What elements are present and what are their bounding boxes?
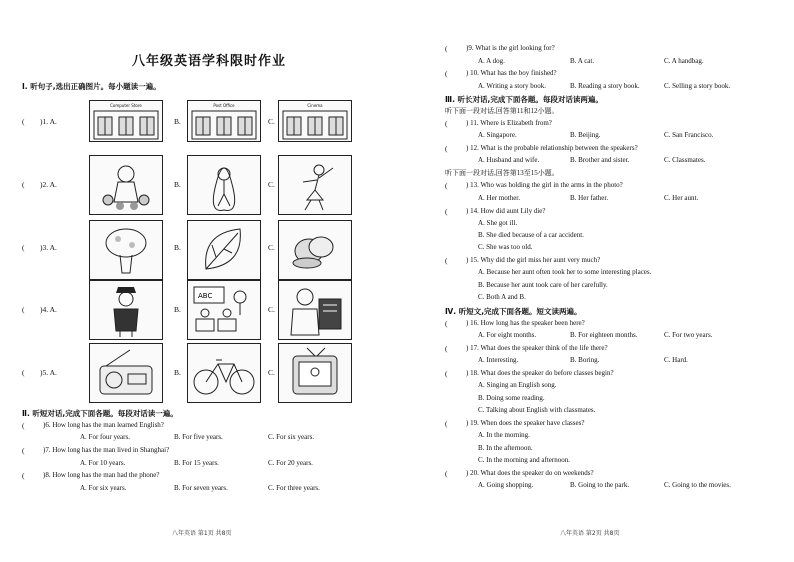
question-8: )8. How long has the man had the phone?	[43, 471, 160, 479]
q5-option-b-image[interactable]	[187, 343, 261, 403]
q7-option-c[interactable]: C. For 20 years.	[268, 459, 313, 467]
coins-icon	[279, 221, 351, 279]
section3-heading: Ⅲ. 听长对话,完成下面各题。每段对话读两遍。	[445, 95, 603, 104]
q16-option-a[interactable]: A. For eight months.	[478, 331, 537, 339]
answer-paren-11[interactable]: (	[445, 119, 448, 128]
tree-icon	[90, 221, 162, 279]
blackboard-abc-text: ABC	[198, 292, 213, 300]
cinema-sign: Cinema	[307, 103, 323, 108]
answer-paren-2[interactable]: (	[22, 180, 25, 189]
q9-option-b[interactable]: B. A cat.	[570, 57, 595, 65]
q13-option-c[interactable]: C. Her aunt.	[664, 194, 699, 202]
answer-paren-13[interactable]: (	[445, 181, 448, 190]
q4-option-c-image[interactable]	[278, 280, 352, 340]
answer-paren-4[interactable]: (	[22, 305, 25, 314]
q3-option-c-label: C.	[268, 243, 275, 252]
q1-option-a-label: )1. A.	[40, 117, 57, 126]
question-13: ) 13. Who was holding the girl in the arms in the photo?	[466, 181, 623, 189]
answer-paren-6[interactable]: (	[22, 421, 25, 430]
question-14: ) 14. How did aunt Lily die?	[466, 207, 546, 215]
q5-option-a-image[interactable]	[89, 343, 163, 403]
q20-option-c[interactable]: C. Going to the movies.	[664, 481, 731, 489]
answer-paren-17[interactable]: (	[445, 344, 448, 353]
q18-option-b[interactable]: B. Doing some reading.	[478, 394, 545, 402]
answer-paren-20[interactable]: (	[445, 469, 448, 478]
q20-option-a[interactable]: A. Going shopping.	[478, 481, 534, 489]
q4-option-b-label: B.	[174, 305, 181, 314]
q2-option-a-label: )2. A.	[40, 180, 57, 189]
q8-option-a[interactable]: A. For six years.	[80, 484, 127, 492]
q9-option-c[interactable]: C. A handbag.	[664, 57, 704, 65]
q3-option-c-image[interactable]	[278, 220, 352, 280]
q2-option-b-image[interactable]	[187, 155, 261, 215]
q18-option-c[interactable]: C. Talking about English with classmates.	[478, 406, 596, 414]
q1-option-a-image[interactable]	[89, 100, 163, 142]
question-11: ) 11. Where is Elizabeth from?	[466, 119, 552, 127]
question-12: ) 12. What is the probable relationship between the speakers?	[466, 144, 638, 152]
q4-option-b-image[interactable]	[187, 280, 261, 340]
question-7: )7. How long has the man lived in Shanghai?	[43, 446, 170, 454]
answer-paren-7[interactable]: (	[22, 446, 25, 455]
footer-left: 八年英语 第1页 共8页	[172, 530, 232, 537]
q5-option-c-image[interactable]	[278, 343, 352, 403]
question-15: ) 15. Why did the girl miss her aunt very much?	[466, 256, 601, 264]
classroom-icon	[188, 281, 260, 339]
q16-option-b[interactable]: B. For eighteen months.	[570, 331, 638, 339]
police-officer-icon	[90, 281, 162, 339]
q17-option-c[interactable]: C. Hard.	[664, 356, 688, 364]
section3-subheading-1: 听下面一段对话,回答第11和12小题。	[445, 107, 559, 115]
post-office-sign: Post Office	[213, 103, 235, 108]
question-16: ) 16. How long has the speaker been here?	[466, 319, 585, 327]
q13-option-a[interactable]: A. Her mother.	[478, 194, 520, 202]
section4-heading: Ⅳ. 听短文,完成下面各题。短文读两遍。	[445, 307, 582, 316]
leaf-icon	[188, 221, 260, 279]
computer-store-sign: Computer Store	[110, 103, 142, 108]
page-title: 八年级英语学科限时作业	[132, 54, 287, 69]
q10-option-b[interactable]: B. Reading a story book.	[570, 82, 640, 90]
answer-paren-9[interactable]: (	[445, 44, 448, 53]
q6-option-b[interactable]: B. For five years.	[174, 433, 223, 441]
bicycle-icon	[188, 344, 260, 402]
footer-right: 八年英语 第2页 共8页	[560, 530, 620, 537]
q4-option-a-label: )4. A.	[40, 305, 57, 314]
q5-option-c-label: C.	[268, 368, 275, 377]
q10-option-a[interactable]: A. Writing a story book.	[478, 82, 547, 90]
question-10: ) 10. What has the boy finished?	[466, 69, 557, 77]
q12-option-a[interactable]: A. Husband and wife.	[478, 156, 540, 164]
q19-option-b[interactable]: B. In the afternoon.	[478, 444, 533, 452]
answer-paren-3[interactable]: (	[22, 243, 25, 252]
answer-paren-10[interactable]: (	[445, 69, 448, 78]
q16-option-c[interactable]: C. For two years.	[664, 331, 713, 339]
q10-option-c[interactable]: C. Selling a story book.	[664, 82, 731, 90]
answer-paren-1[interactable]: (	[22, 117, 25, 126]
q14-option-b[interactable]: B. She died because of a car accident.	[478, 231, 584, 239]
q1-option-c-label: C.	[268, 117, 275, 126]
section3-subheading-2: 听下面一段对话,回答第13至15小题。	[445, 169, 559, 177]
q19-option-c[interactable]: C. In the morning and afternoon.	[478, 456, 570, 464]
section1-heading: Ⅰ. 听句子,选出正确图片。每小题读一遍。	[22, 82, 161, 91]
q7-option-b[interactable]: B. For 15 years.	[174, 459, 219, 467]
q8-option-b[interactable]: B. For seven years.	[174, 484, 228, 492]
answer-paren-16[interactable]: (	[445, 319, 448, 328]
answer-paren-8[interactable]: (	[22, 471, 25, 480]
answer-paren-15[interactable]: (	[445, 256, 448, 265]
q3-option-a-label: )3. A.	[40, 243, 57, 252]
q1-option-b-label: B.	[174, 117, 181, 126]
dancer-icon	[279, 156, 351, 214]
answer-paren-19[interactable]: (	[445, 419, 448, 428]
q4-option-a-image[interactable]	[89, 280, 163, 340]
q3-option-b-image[interactable]	[187, 220, 261, 280]
q1-option-b-image[interactable]	[187, 100, 261, 142]
question-9: )9. What is the girl looking for?	[466, 44, 555, 52]
question-20: ) 20. What does the speaker do on weekends?	[466, 469, 594, 477]
q2-option-b-label: B.	[174, 180, 181, 189]
q11-option-a[interactable]: A. Singapore.	[478, 131, 517, 139]
q1-option-c-image[interactable]	[278, 100, 352, 142]
q19-option-a[interactable]: A. In the morning.	[478, 431, 530, 439]
q8-option-c[interactable]: C. For three years.	[268, 484, 320, 492]
q17-option-a[interactable]: A. Interesting.	[478, 356, 519, 364]
q2-option-a-image[interactable]	[89, 155, 163, 215]
q12-option-b[interactable]: B. Brother and sister.	[570, 156, 630, 164]
q13-option-b[interactable]: B. Her father.	[570, 194, 609, 202]
reporter-icon	[279, 281, 351, 339]
answer-paren-12[interactable]: (	[445, 144, 448, 153]
q11-option-b[interactable]: B. Beijing.	[570, 131, 601, 139]
q15-option-a[interactable]: A. Because her aunt often took her to some interesting places.	[478, 268, 652, 276]
q14-option-c[interactable]: C. She was too old.	[478, 243, 533, 251]
q17-option-b[interactable]: B. Boring.	[570, 356, 600, 364]
q15-option-b[interactable]: B. Because her aunt took care of her carefully.	[478, 281, 608, 289]
q5-option-b-label: B.	[174, 368, 181, 377]
q14-option-a[interactable]: A. She got ill.	[478, 219, 518, 227]
q9-option-a[interactable]: A. A dog.	[478, 57, 505, 65]
q18-option-a[interactable]: A. Singing an English song.	[478, 381, 557, 389]
question-6: )6. How long has the man learned English?	[43, 421, 164, 429]
answer-paren-14[interactable]: (	[445, 207, 448, 216]
answer-paren-5[interactable]: (	[22, 368, 25, 377]
question-19: ) 19. When does the speaker have classes?	[466, 419, 585, 427]
q6-option-a[interactable]: A. For four years.	[80, 433, 130, 441]
q20-option-b[interactable]: B. Going to the park.	[570, 481, 630, 489]
television-icon	[279, 344, 351, 402]
q3-option-a-image[interactable]	[89, 220, 163, 280]
q5-option-a-label: )5. A.	[40, 368, 57, 377]
question-17: ) 17. What does the speaker think of the life there?	[466, 344, 608, 352]
q11-option-c[interactable]: C. San Francisco.	[664, 131, 714, 139]
jump-rope-icon	[188, 156, 260, 214]
q6-option-c[interactable]: C. For six years.	[268, 433, 315, 441]
q12-option-c[interactable]: C. Classmates.	[664, 156, 706, 164]
answer-paren-18[interactable]: (	[445, 369, 448, 378]
q2-option-c-image[interactable]	[278, 155, 352, 215]
q15-option-c[interactable]: C. Both A and B.	[478, 293, 526, 301]
section2-heading: Ⅱ. 听短对话,完成下面各题。每段对话读一遍。	[22, 409, 178, 418]
radio-icon	[90, 344, 162, 402]
q2-option-c-label: C.	[268, 180, 275, 189]
q4-option-c-label: C.	[268, 305, 275, 314]
girl-with-flowers-icon	[90, 156, 162, 214]
q3-option-b-label: B.	[174, 243, 181, 252]
question-18: ) 18. What does the speaker do before classes begin?	[466, 369, 614, 377]
q7-option-a[interactable]: A. For 10 years.	[80, 459, 126, 467]
